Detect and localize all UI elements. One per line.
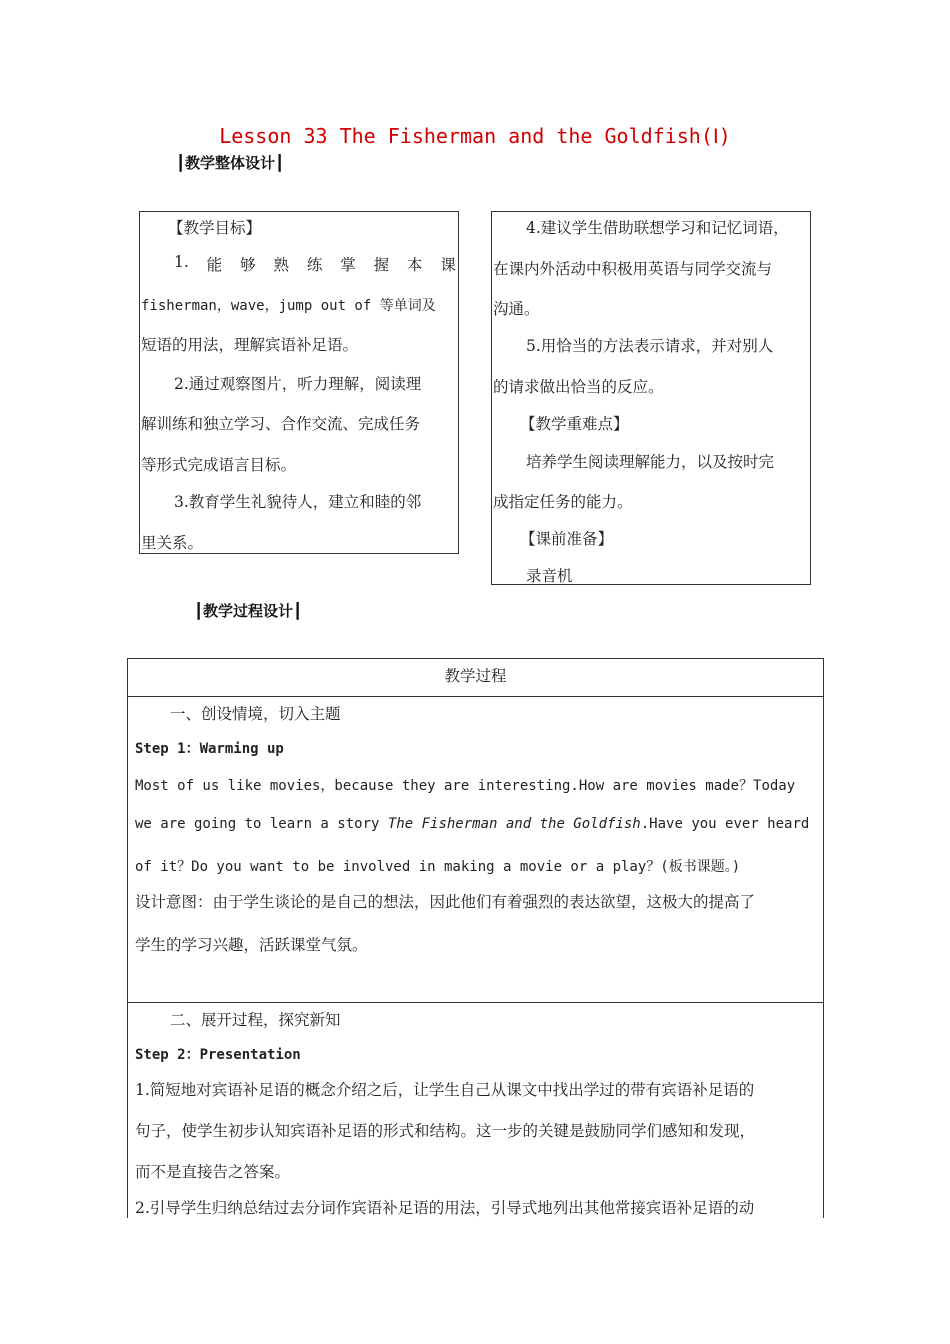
- part-2-heading: 二、展开过程，探究新知: [170, 1011, 341, 1029]
- key-points-heading: 【教学重难点】: [520, 415, 629, 433]
- key-points-line-1: 培养学生阅读理解能力，以及按时完: [526, 453, 775, 471]
- objective-1-line-2: fisherman，wave，jump out of 等单词及: [141, 298, 436, 314]
- presentation-item-2-line-1: 2.引导学生归纳总结过去分词作宾语补足语的用法，引导式地列出其他常接宾语补足语的动: [135, 1199, 755, 1217]
- objective-5-line-1: 5.用恰当的方法表示请求，并对别人: [526, 337, 774, 355]
- process-table-header: 教学过程: [444, 667, 507, 685]
- objective-1-line-1: 1. 能 够 熟 练 掌 握 本 课: [174, 253, 456, 274]
- section-heading-process-design: ┃教学过程设计┃: [194, 602, 303, 620]
- table-divider: [128, 1002, 823, 1003]
- objectives-heading: 【教学目标】: [168, 219, 262, 237]
- warmup-text-line-3: of it？Do you want to be involved in making a movie or a play？(板书课题。): [135, 859, 741, 875]
- table-divider: [128, 696, 823, 697]
- key-points-line-2: 成指定任务的能力。: [493, 493, 633, 511]
- lesson-title: Lesson 33 The Fisherman and the Goldfish(Ⅰ): [219, 124, 731, 148]
- preparation-heading: 【课前准备】: [520, 530, 614, 548]
- process-table: [127, 658, 824, 1218]
- step-1-title: Step 1：Warming up: [135, 741, 284, 757]
- design-intent-line-2: 学生的学习兴趣，活跃课堂气氛。: [135, 936, 368, 954]
- objective-2-line-1: 2.通过观察图片，听力理解，阅读理: [174, 375, 422, 393]
- objective-2-line-2: 解训练和独立学习、合作交流、完成任务: [141, 415, 421, 433]
- warmup-text-line-2: we are going to learn a story The Fisherman and the Goldfish.Have you ever heard: [135, 816, 810, 832]
- objective-4-line-3: 沟通。: [493, 300, 540, 318]
- objective-5-line-2: 的请求做出恰当的反应。: [493, 378, 664, 396]
- story-title: The Fisherman and the Goldfish: [387, 816, 641, 832]
- presentation-item-1-line-2: 句子，使学生初步认知宾语补足语的形式和结构。这一步的关键是鼓励同学们感知和发现，: [135, 1122, 756, 1140]
- part-1-heading: 一、创设情境，切入主题: [170, 705, 341, 723]
- preparation-item: 录音机: [526, 567, 573, 585]
- objective-4-line-2: 在课内外活动中积极用英语与同学交流与: [493, 260, 773, 278]
- warmup-text-line-1: Most of us like movies，because they are interesting.How are movies made？Today: [135, 778, 796, 794]
- presentation-item-1-line-3: 而不是直接告之答案。: [135, 1163, 291, 1181]
- objectives-continued-box: [491, 211, 811, 585]
- objective-2-line-3: 等形式完成语言目标。: [141, 456, 297, 474]
- objective-1-line-3: 短语的用法，理解宾语补足语。: [141, 336, 359, 354]
- section-heading-overall-design: ┃教学整体设计┃: [176, 154, 285, 172]
- design-intent-line-1: 设计意图：由于学生谈论的是自己的想法，因此他们有着强烈的表达欲望，这极大的提高了: [135, 893, 756, 911]
- objectives-box: [139, 211, 459, 554]
- objective-3-line-1: 3.教育学生礼貌待人，建立和睦的邻: [174, 493, 422, 511]
- objective-3-line-2: 里关系。: [141, 534, 204, 552]
- step-2-title: Step 2：Presentation: [135, 1047, 301, 1063]
- presentation-item-1-line-1: 1.简短地对宾语补足语的概念介绍之后，让学生自己从课文中找出学过的带有宾语补足语的: [135, 1081, 755, 1099]
- objective-4-line-1: 4.建议学生借助联想学习和记忆词语，: [526, 219, 789, 237]
